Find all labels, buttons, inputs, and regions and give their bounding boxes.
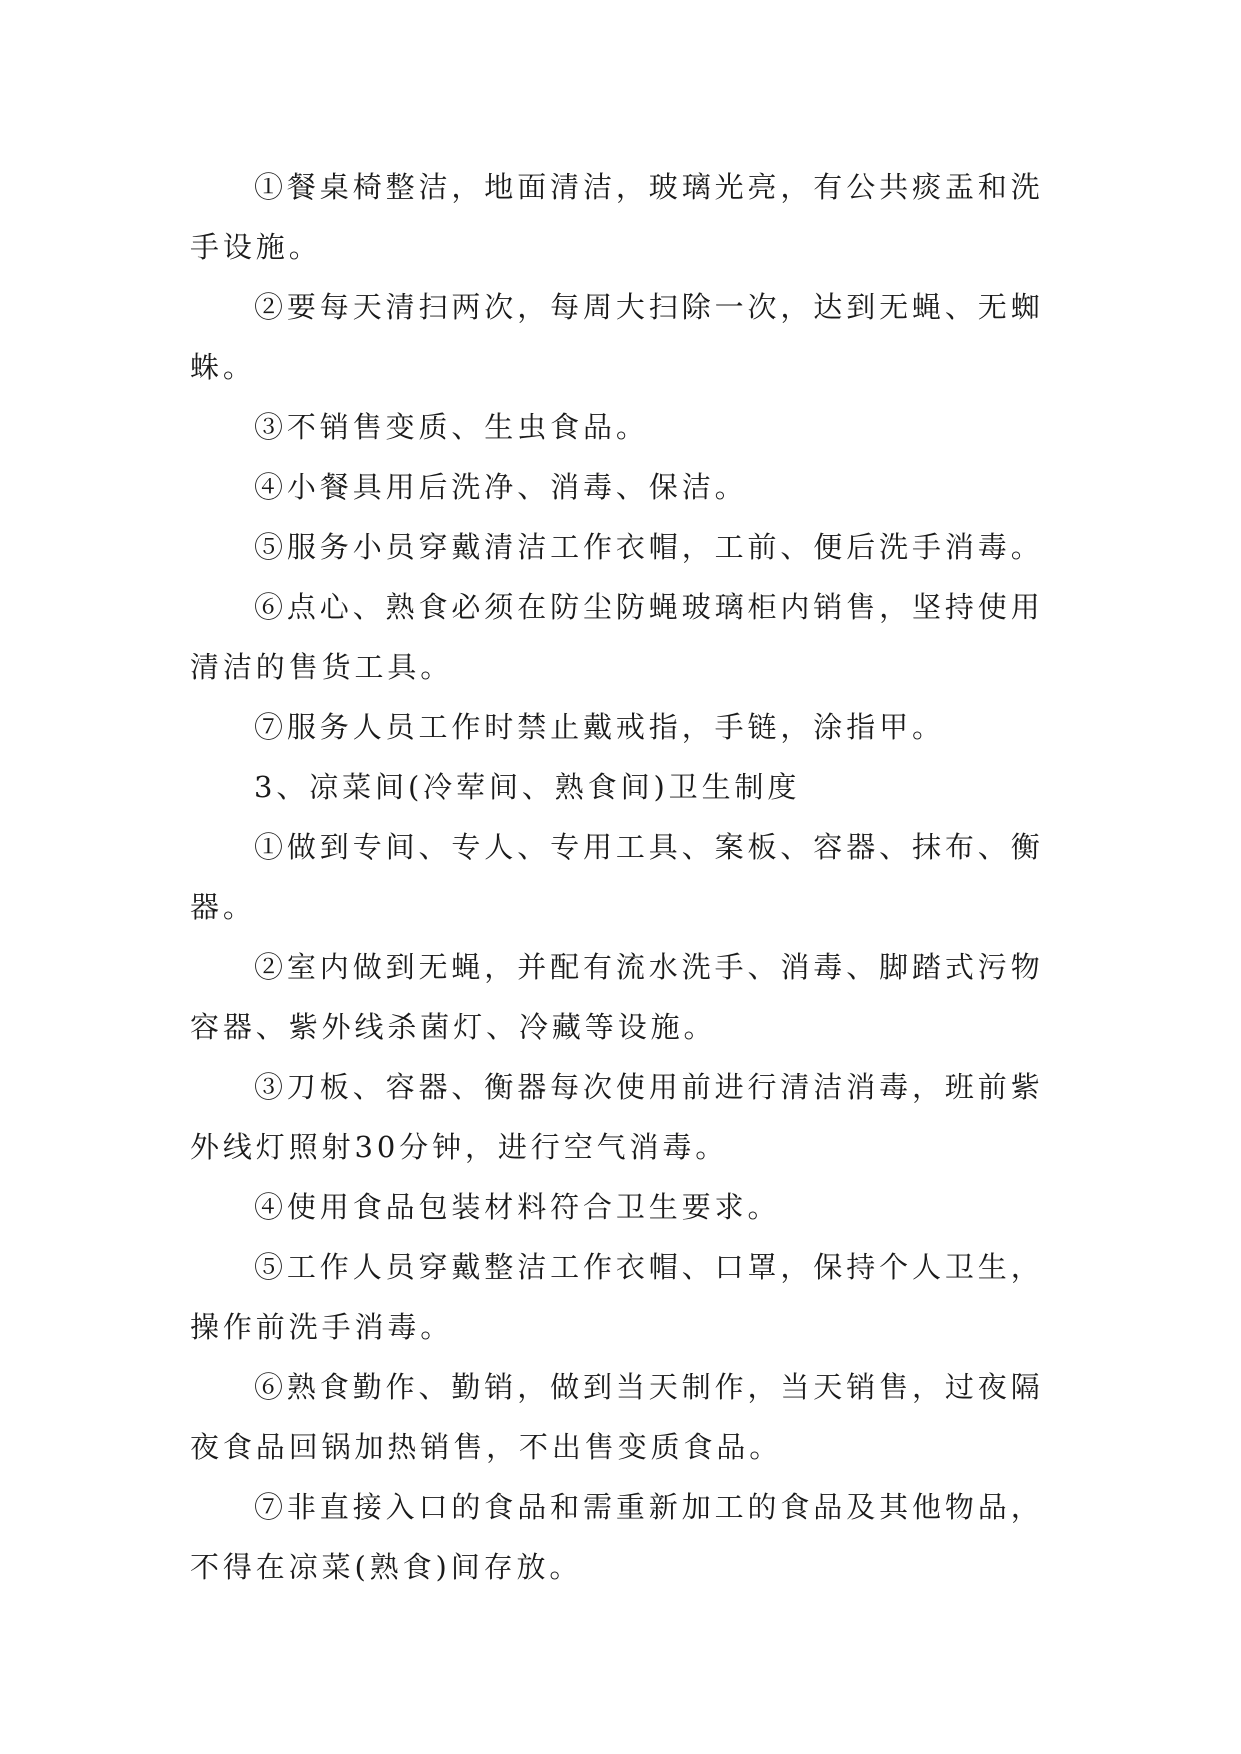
paragraph-7: ⑦服务人员工作时禁止戴戒指，手链，涂指甲。 — [254, 710, 945, 744]
paragraph-14: ⑦非直接入口的食品和需重新加工的食品及其他物品，不得在凉菜(熟食)间存放。 — [190, 1490, 1044, 1584]
paragraph-11: ④使用食品包装材料符合卫生要求。 — [254, 1190, 781, 1224]
document-body — [190, 157, 1060, 1597]
paragraph-8: ①做到专间、专人、专用工具、案板、容器、抹布、衡器。 — [190, 830, 1044, 924]
paragraph-10: ③刀板、容器、衡器每次使用前进行清洁消毒，班前紫外线灯照射30分钟，进行空气消毒。 — [190, 1070, 1044, 1164]
paragraph-3: ③不销售变质、生虫食品。 — [254, 410, 649, 444]
paragraph-1: ①餐桌椅整洁，地面清洁，玻璃光亮，有公共痰盂和洗手设施。 — [190, 170, 1044, 264]
paragraph-12: ⑤工作人员穿戴整洁工作衣帽、口罩，保持个人卫生，操作前洗手消毒。 — [190, 1250, 1044, 1344]
paragraph-2: ②要每天清扫两次，每周大扫除一次，达到无蝇、无蜘蛛。 — [190, 290, 1044, 384]
paragraph-4: ④小餐具用后洗净、消毒、保洁。 — [254, 470, 748, 504]
paragraph-6: ⑥点心、熟食必须在防尘防蝇玻璃柜内销售，坚持使用清洁的售货工具。 — [190, 590, 1044, 684]
paragraph-9: ②室内做到无蝇，并配有流水洗手、消毒、脚踏式污物容器、紫外线杀菌灯、冷藏等设施。 — [190, 950, 1044, 1044]
paragraph-13: ⑥熟食勤作、勤销，做到当天制作，当天销售，过夜隔夜食品回锅加热销售，不出售变质食品。 — [190, 1370, 1044, 1464]
section-heading: 3、凉菜间(冷荤间、熟食间)卫生制度 — [254, 770, 801, 804]
paragraph-5: ⑤服务小员穿戴清洁工作衣帽，工前、便后洗手消毒。 — [254, 530, 1044, 564]
